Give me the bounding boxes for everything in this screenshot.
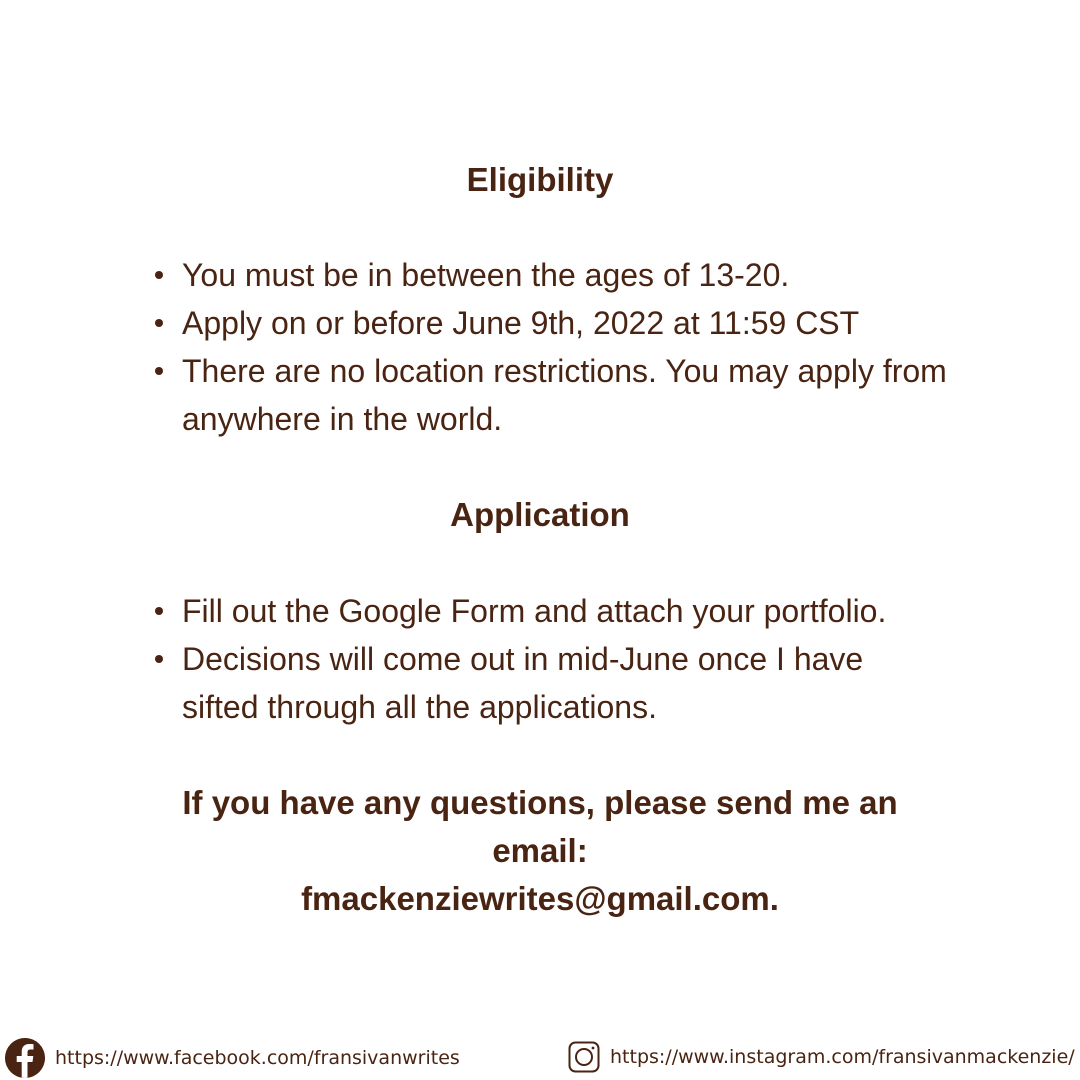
list-item-text: There are no location restrictions. You may apply from anywhere in the world. xyxy=(182,353,947,437)
list-item-text: Decisions will come out in mid-June once I have sifted through all the applications. xyxy=(182,641,864,725)
facebook-icon xyxy=(5,1038,45,1078)
list-item xyxy=(182,347,952,443)
eligibility-heading: Eligibility xyxy=(466,161,614,198)
instagram-url[interactable]: https://www.instagram.com/fransivanmackenzie/ xyxy=(610,1046,1075,1068)
bullet-icon xyxy=(155,271,163,279)
contact-line: If you have any questions, please send me an xyxy=(182,784,898,821)
bullet-icon xyxy=(155,367,163,375)
bullet-icon xyxy=(155,607,163,615)
list-item-text: Fill out the Google Form and attach your portfolio. xyxy=(182,593,887,629)
application-list xyxy=(182,587,972,731)
list-item-text: Apply on or before June 9th, 2022 at 11:59 CST xyxy=(182,305,860,341)
eligibility-list xyxy=(182,251,972,443)
facebook-url[interactable]: https://www.facebook.com/fransivanwrites xyxy=(55,1047,460,1069)
list-item xyxy=(182,587,972,635)
contact-message xyxy=(140,779,940,923)
list-item xyxy=(182,635,942,731)
instagram-icon xyxy=(568,1041,600,1073)
list-item xyxy=(182,251,972,299)
contact-line: email: xyxy=(492,832,588,869)
bullet-icon xyxy=(155,319,163,327)
instagram-link[interactable] xyxy=(568,1041,1075,1073)
list-item-text: You must be in between the ages of 13-20. xyxy=(182,257,790,293)
application-heading: Application xyxy=(450,496,630,533)
contact-email[interactable]: fmackenziewrites@gmail.com. xyxy=(301,880,779,917)
facebook-link[interactable] xyxy=(5,1038,460,1078)
list-item xyxy=(182,299,972,347)
bullet-icon xyxy=(155,655,163,663)
